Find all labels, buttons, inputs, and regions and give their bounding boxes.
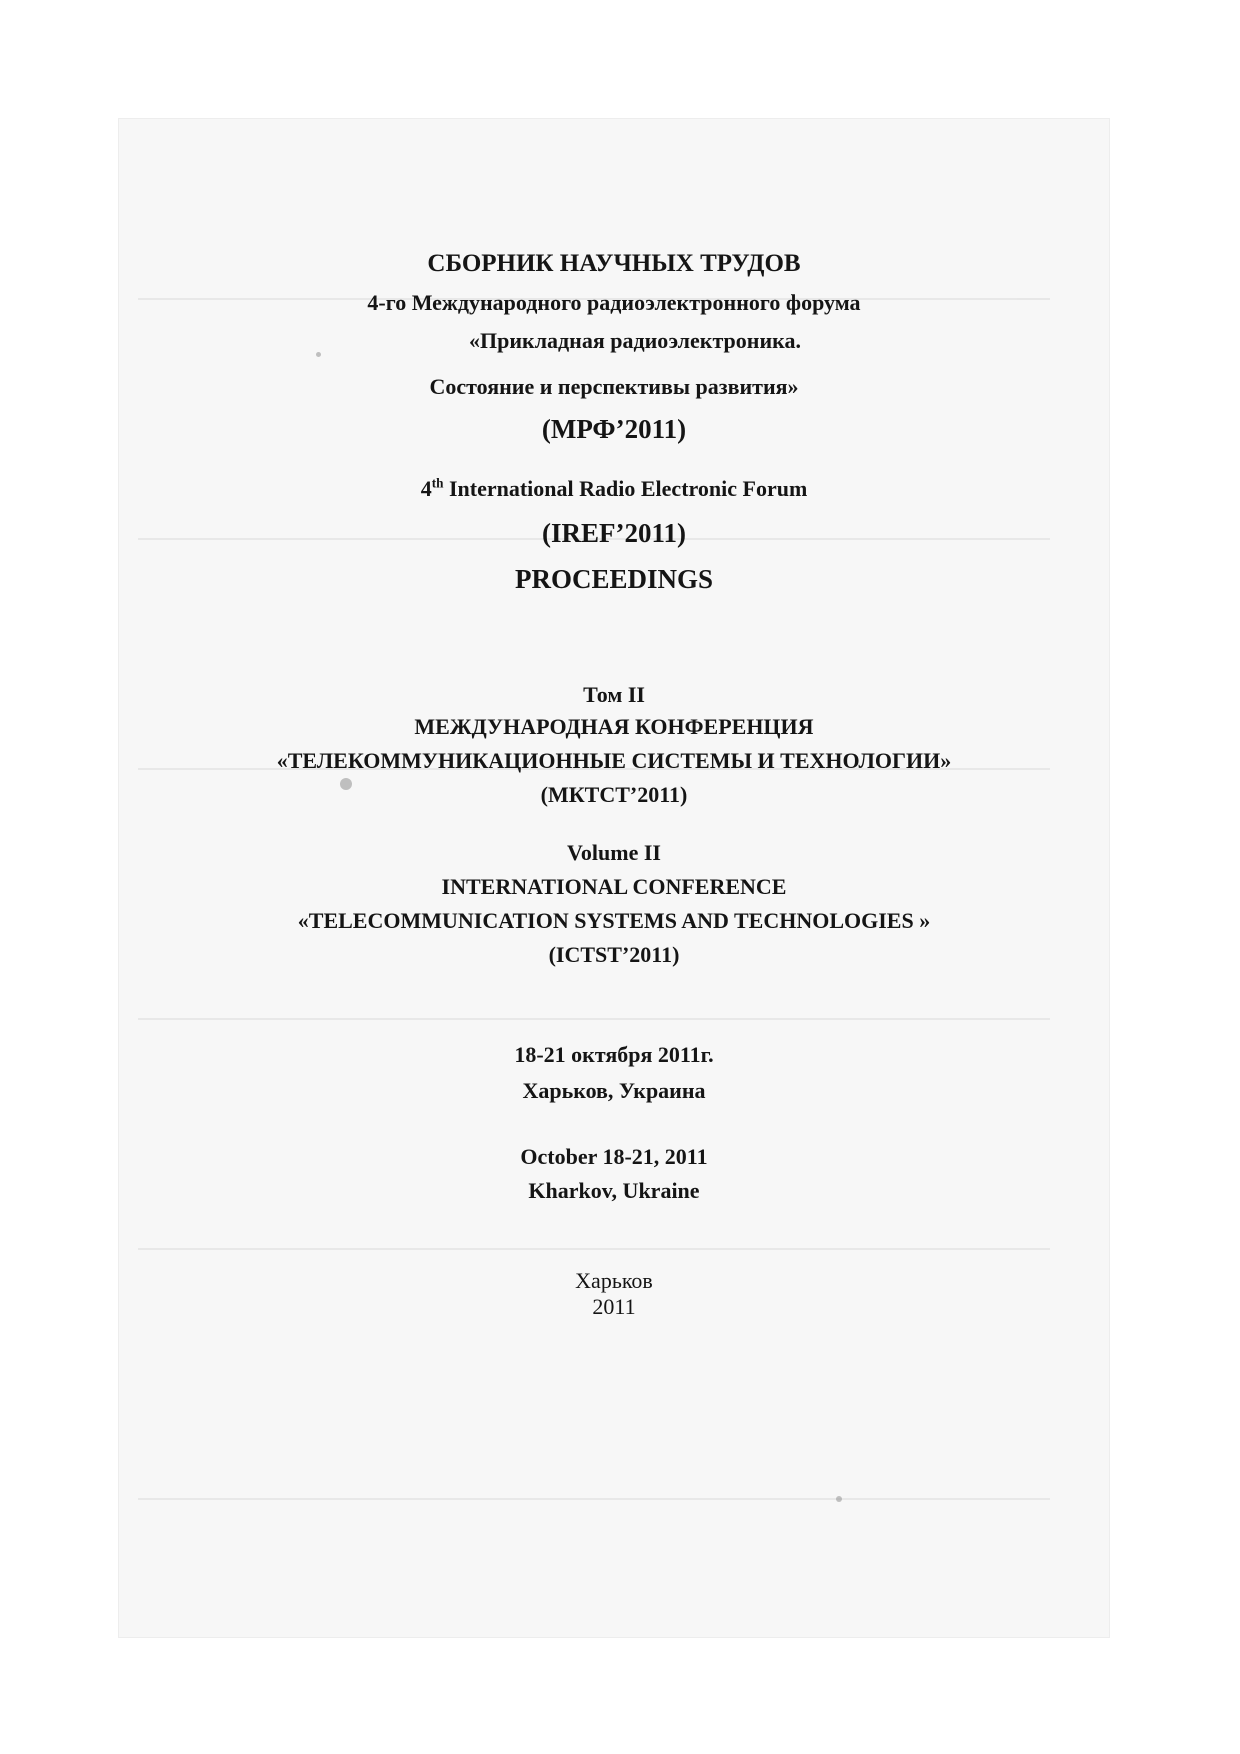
title-page-content xyxy=(118,118,1110,1638)
dates-en: October 18-21, 2011 xyxy=(520,1144,708,1169)
forum-en-title xyxy=(118,476,1110,502)
conference-ru-abbreviation: (МКТСТ’2011) xyxy=(540,782,688,807)
conference-en-line-2: «TELECOMMUNICATION SYSTEMS AND TECHNOLOGIES » xyxy=(297,908,931,933)
scan-speck xyxy=(836,1496,842,1502)
imprint-city: Харьков xyxy=(575,1268,653,1293)
place-en: Kharkov, Ukraine xyxy=(528,1178,700,1203)
scanned-page xyxy=(118,118,1110,1638)
forum-en-ordinal-suffix: th xyxy=(431,475,444,491)
forum-en-name: International Radio Electronic Forum xyxy=(443,476,808,501)
conference-ru-line-1: МЕЖДУНАРОДНАЯ КОНФЕРЕНЦИЯ xyxy=(414,714,814,739)
conference-en-abbreviation: (ICTST’2011) xyxy=(548,942,680,967)
forum-ru-line-2: «Прикладная радиоэлектроника. xyxy=(469,328,801,353)
proceedings-heading: PROCEEDINGS xyxy=(514,564,714,594)
scan-speck xyxy=(340,778,352,790)
forum-en-abbreviation: (IREF’2011) xyxy=(542,518,686,548)
forum-ru-abbreviation: (МРФ’2011) xyxy=(541,414,687,444)
dates-ru: 18-21 октября 2011г. xyxy=(514,1042,714,1067)
conference-ru-line-2: «ТЕЛЕКОММУНИКАЦИОННЫЕ СИСТЕМЫ И ТЕХНОЛОГИИ» xyxy=(276,748,952,773)
scan-speck xyxy=(316,352,321,357)
forum-ru-line-1: 4-го Международного радиоэлектронного форума xyxy=(367,290,861,315)
place-ru: Харьков, Украина xyxy=(522,1078,706,1103)
conference-en-line-1: INTERNATIONAL CONFERENCE xyxy=(441,874,787,899)
volume-ru: Том II xyxy=(583,682,645,707)
forum-en-number: 4 xyxy=(420,476,432,501)
volume-en: Volume II xyxy=(567,840,661,865)
collection-title: СБОРНИК НАУЧНЫХ ТРУДОВ xyxy=(427,250,801,277)
imprint-year: 2011 xyxy=(592,1294,636,1319)
forum-ru-line-3: Состояние и перспективы развития» xyxy=(429,374,799,399)
